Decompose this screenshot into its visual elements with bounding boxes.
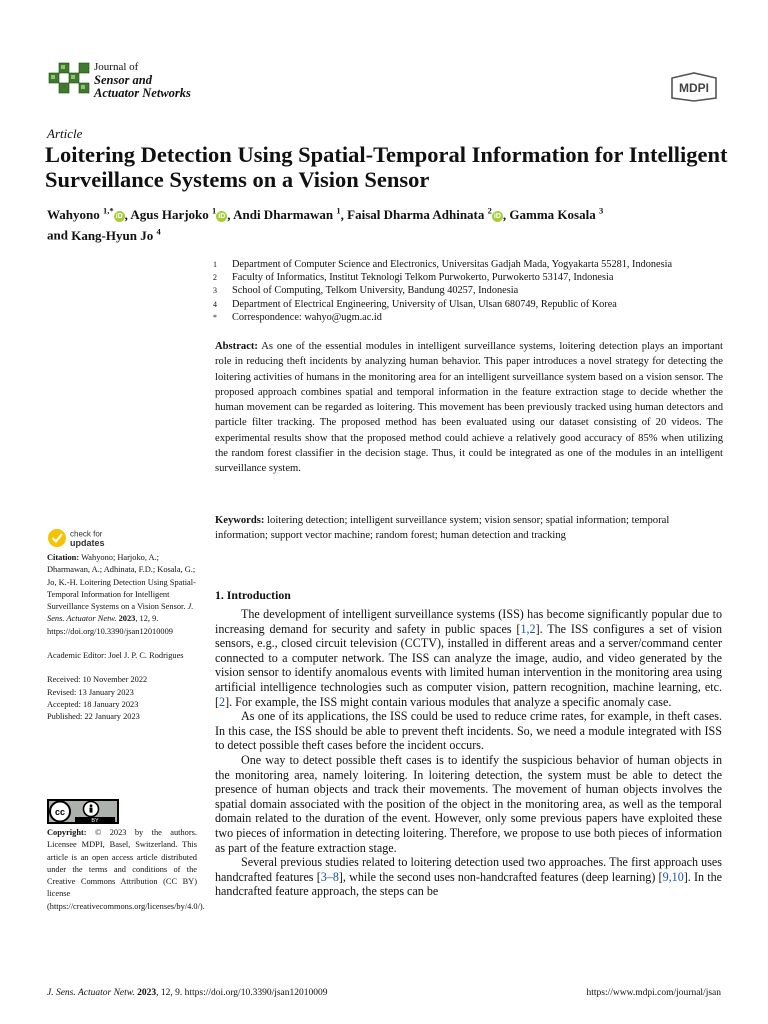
citation-link[interactable]: 2 <box>219 694 226 709</box>
paragraph: One way to detect possible theft cases is to identify the suspicious behavior of human objects in the monitoring area, namely loitering. In loitering detection, the system must be able to detect the presence of human objects and track their movements. The movement of human objects involves the spatial domain associated with the position of the object in the monitoring area, as well as the temporal domain related to the duration of the event. However, only some previous papers have exploited these two pieces of information in detecting loitering. Therefore, we propose to use both pieces of information as part of the feature extraction stage. <box>215 752 722 855</box>
keywords-label: Keywords: <box>215 515 265 526</box>
by-label: BY <box>91 818 99 824</box>
published-date: Published: 22 January 2023 <box>47 712 140 722</box>
paragraph: The development of intelligent surveillance systems (ISS) has become significantly popular due to increasing demand for security and safety in public spaces [1,2]. The ISS configures a set of vision sensors, e.g., closed circuit television (CCTV), installed in different areas and a server/command center connected to a computer network. The ISS can analyze the image, audio, and video generated by the vision sensor to identify anomalous events with limited human intervention in the monitoring area using artificial intelligence technologies such as computer vision, pattern recognition, machine learning, etc. [2]. For example, the ISS might contain various modules that analyze a specific anomaly case. <box>215 607 723 709</box>
publisher-name: MDPI <box>679 81 709 95</box>
orcid-icon[interactable]: iD <box>115 213 123 221</box>
affiliation-item: 4 Department of Electrical Engineering, University of Ulsan, Ulsan 680749, Republic of Korea <box>213 298 617 310</box>
citation-link[interactable]: 3–8 <box>320 869 339 884</box>
cc-label: cc <box>54 807 66 817</box>
author-item[interactable]: Andi Dharmawan $^1$ <box>233 206 341 223</box>
abstract <box>215 339 723 477</box>
accepted-date: Accepted: 18 January 2023 <box>47 699 139 709</box>
article-info-sidebar <box>47 552 197 736</box>
paragraph: Several previous studies related to loitering detection used two approaches. The first approach uses handcrafted features [3–8], while the second uses non-handcrafted features (deep learning) [9,10]. In the handcrafted feature approach, the steps can be <box>215 855 722 899</box>
section-heading: 1. Introduction <box>215 588 291 602</box>
affiliation-item: 2 Faculty of Informatics, Institut Teknologi Telkom Purwokerto, Purwokerto 53147, Indonesia <box>213 272 614 284</box>
mdpi-logo-icon <box>668 72 720 102</box>
abstract-label: Abstract: <box>215 341 258 352</box>
citation-link[interactable]: 1,2 <box>520 621 536 636</box>
introduction-body <box>215 607 722 899</box>
author-item[interactable]: Faisal Dharma Adhinata $^2$iD <box>347 206 501 223</box>
journal-name <box>94 61 191 100</box>
citation-doi-link[interactable]: , 12, 9. https://doi.org/10.3390/jsan12010009 <box>47 614 173 636</box>
cc-by-license-icon[interactable] <box>47 799 119 824</box>
journal-title-line1: Sensor and <box>94 73 153 87</box>
author-item[interactable]: Agus Harjoko $^1$iD <box>130 206 226 223</box>
correspondence[interactable]: * Correspondence: wahyo@ugm.ac.id <box>213 311 382 323</box>
dates <box>47 674 197 723</box>
paragraph: As one of its applications, the ISS could be used to reduce crime rates, for example, in theft cases. In this case, the ISS should be able to prevent theft incidents. So, we need a module integrated with ISS to detect possible theft cases before the incident occurs. <box>215 709 722 753</box>
orcid-icon[interactable]: iD <box>218 213 226 221</box>
check-for-label: check for <box>70 529 103 539</box>
journal-logo-icon <box>47 61 91 97</box>
received-date: Received: 10 November 2022 <box>47 675 148 685</box>
keywords-text: loitering detection; intelligent surveillance system; vision sensor; spatial information; temporal information; support vector machine; random forest; human detection and tracking <box>215 515 670 542</box>
author-item[interactable]: Kang-Hyun Jo $^4$ <box>71 226 161 243</box>
journal-title-line2: Actuator Networks <box>94 86 191 100</box>
affiliation-item: 3 School of Computing, Telkom University, Bandung 40257, Indonesia <box>213 285 519 297</box>
abstract-text: As one of the essential modules in intelligent surveillance systems, loitering detection plays an important role in reducing theft incidents by analyzing human behavior. This paper introduces a novel strategy for detecting the loitering activities of humans in the monitoring area for an intelligent surveillance system based on a vision sensor. The proposed approach combines spatial and temporal information in the feature extraction stage to decide whether the human movement can be regarded as loitering. This movement has been previously tracked using human detectors and particle filter tracking. The proposed method has been evaluated using our dataset consisting of 20 videos. The experimental results show that the proposed method could achieve a relatively good accuracy of 85% when utilizing the random forest classifier in the decision stage. Thus, it could be integrated as one of the modules in an intelligent surveillance system. <box>215 341 723 475</box>
article-type: Article <box>47 126 83 141</box>
journal-of-label: Journal of <box>94 61 139 73</box>
copyright-notice: Copyright: © 2023 by the authors. Licensee MDPI, Basel, Switzerland. This article is an open access article distributed under the terms and conditions of the Creative Commons Attribution (CC BY) license (https://creativecommons.org/licenses/by/4.0/). <box>47 828 205 911</box>
academic-editor: Academic Editor: Joel J. P. C. Rodrigues <box>47 651 184 661</box>
author-item[interactable]: Wahyono $^{1,*}$iD <box>47 206 123 223</box>
author-and: and <box>47 227 68 243</box>
orcid-icon[interactable]: iD <box>493 213 501 221</box>
author-list: Wahyono $^{1,*}$iD , Agus Harjoko $^1$iD , Andi Dharmawan $^1$, Faisal Dharma Adhinata $^2$iD , Gamma Kosala $^3$ and Kang-Hyun Jo $^4$ <box>47 206 604 243</box>
citation: Citation: Wahyono; Harjoko, A.; Dharmawan, A.; Adhinata, F.D.; Kosala, G.; Jo, K.-H. Loitering Detection Using Spatial-Temporal Information for Intelligent Surveillance Systems on a Vision Sensor. J. Sens. Actuator Netw. 2023, 12, 9. https://doi.org/10.3390/jsan12010009 <box>47 553 196 636</box>
footer-citation: J. Sens. Actuator Netw. 2023, 12, 9. https://doi.org/10.3390/jsan12010009 <box>47 988 328 998</box>
journal-url-link[interactable]: https://www.mdpi.com/journal/jsan <box>586 988 721 998</box>
author-item[interactable]: Gamma Kosala $^3$ <box>509 206 604 223</box>
revised-date: Revised: 13 January 2023 <box>47 687 134 697</box>
keywords <box>215 513 723 544</box>
updates-label: updates <box>70 538 105 548</box>
affiliations <box>213 258 733 324</box>
citation-link[interactable]: 9,10 <box>662 869 684 884</box>
article-title: Loitering Detection Using Spatial-Temporal Information for Intelligent Surveillance Systems on a Vision Sensor <box>45 142 728 192</box>
affiliation-item: 1 Department of Computer Science and Electronics, Universitas Gadjah Mada, Yogyakarta 55281, Indonesia <box>213 259 673 270</box>
check-for-updates-button[interactable] <box>47 527 127 549</box>
